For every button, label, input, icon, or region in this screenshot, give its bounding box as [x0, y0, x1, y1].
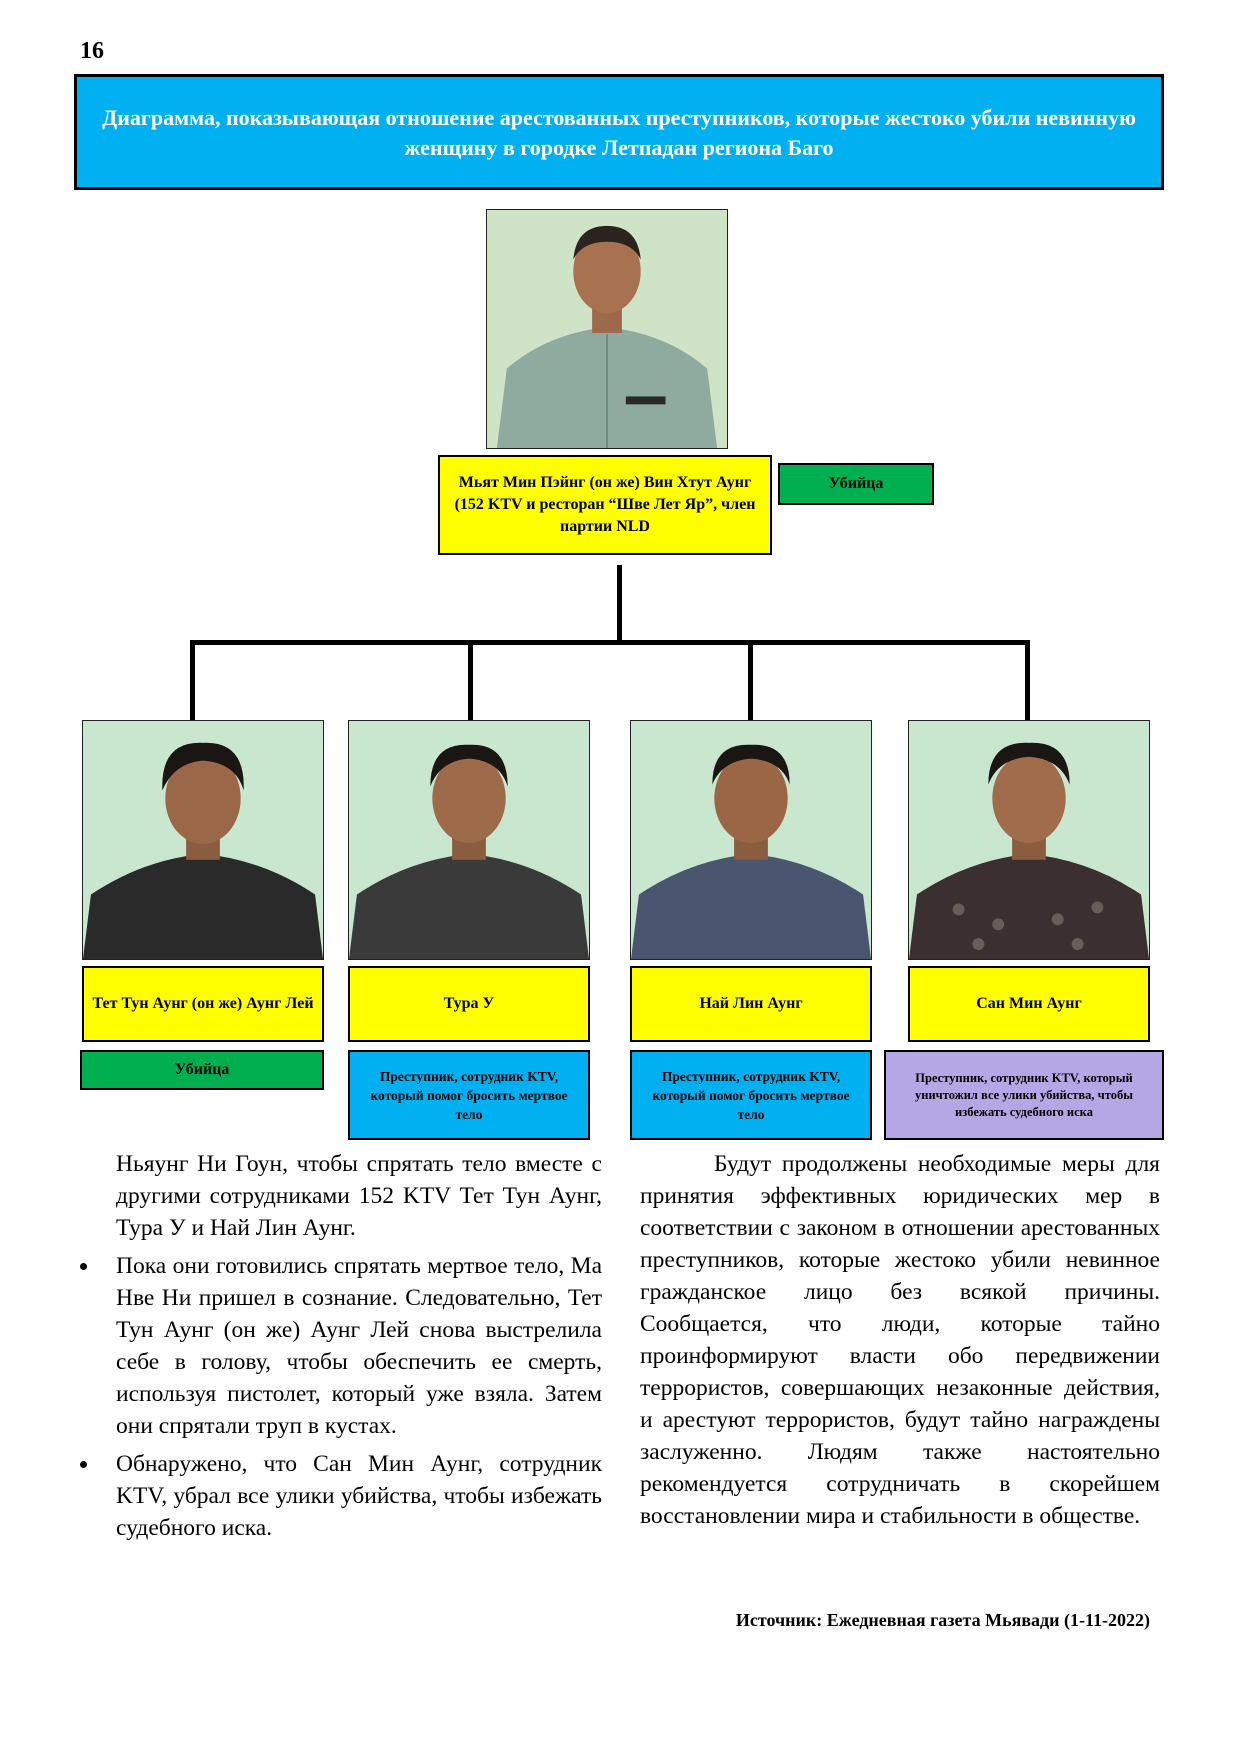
left-intro-paragraph: Ньяунг Ни Гоун, чтобы спрятать тело вместе с другими сотрудниками 152 KTV Тет Тун Аунг, Тура У и Най Лин Аунг.	[116, 1151, 602, 1241]
connector-branch-4	[1025, 640, 1030, 720]
leader-name: Мьят Мин Пэйнг (он же) Вин Хтут Аунг (152 KTV и ресторан “Шве Лет Яр”, член партии NLD	[454, 474, 756, 535]
connector-branch-3	[748, 640, 753, 720]
diagram-title: Диаграмма, показывающая отношение арестованных преступников, которые жестоко убили невинную женщину в городке Летпадан региона Баго	[74, 74, 1164, 190]
leader-name-box	[438, 455, 772, 555]
connector-horizontal	[190, 640, 1030, 645]
member-3-role: Преступник, сотрудник KTV, который помог бросить мертвое тело	[652, 1068, 850, 1122]
left-bullet-1-text: Пока они готовились спрятать мертвое тело, Ма Нве Ни пришел в сознание. Следовательно, Тет Тун Аунг (он же) Аунг Лей снова выстрелила себе в голову, чтобы обеспечить ее смерть, используя пистолет, который уже взяла. Затем они спрятали труп в кустах.	[116, 1253, 602, 1439]
connector-trunk	[617, 565, 622, 640]
member-4-name: Сан Мин Аунг	[976, 995, 1082, 1012]
source-credit: Источник: Ежедневная газета Мьявади (1-11-2022)	[735, 1610, 1150, 1630]
member-3-role-box	[630, 1050, 872, 1140]
connector-branch-1	[190, 640, 195, 720]
member-4-name-box	[908, 966, 1150, 1042]
member-2-photo	[348, 720, 590, 960]
left-bullet-2-text: Обнаружено, что Сан Мин Аунг, сотрудник KTV, убрал все улики убийства, чтобы избежать судебного иска.	[116, 1451, 602, 1541]
page-number: 16	[80, 38, 104, 64]
member-1-photo	[82, 720, 324, 960]
member-3-name-box	[630, 966, 872, 1042]
member-2-name: Тура У	[443, 995, 495, 1012]
member-1-role: Убийца	[174, 1061, 230, 1078]
member-1-role-box	[80, 1050, 324, 1090]
connector-branch-2	[468, 640, 473, 720]
left-column	[116, 1148, 602, 1544]
leader-role: Убийца	[828, 475, 884, 492]
member-4-role: Преступник, сотрудник KTV, который уничтожил все улики убийства, чтобы избежать судебного иска	[915, 1070, 1133, 1119]
member-3-name: Най Лин Аунг	[699, 995, 803, 1012]
leader-photo	[486, 209, 728, 449]
left-bullet-2	[116, 1448, 602, 1544]
leader-role-box	[778, 463, 934, 505]
member-3-photo	[630, 720, 872, 960]
right-column	[640, 1148, 1160, 1532]
member-2-role: Преступник, сотрудник KTV, который помог бросить мертвое тело	[370, 1068, 568, 1122]
member-1-name: Тет Тун Аунг (он же) Аунг Лей	[92, 995, 314, 1012]
bullet-icon	[80, 1461, 87, 1468]
member-4-photo	[908, 720, 1150, 960]
member-2-role-box	[348, 1050, 590, 1140]
member-2-name-box	[348, 966, 590, 1042]
left-bullet-1	[116, 1250, 602, 1442]
right-paragraph: Будут продолжены необходимые меры для принятия эффективных юридических мер в соответствии с законом в отношении арестованных преступников, которые жестоко убили невинное гражданское лицо без всякой причины. Сообщается, что люди, которые тайно проинформируют власти обо передвижении террористов, совершающих незаконные действия, и арестуют террористов, будут тайно награждены заслуженно. Людям также настоятельно рекомендуется сотрудничать в скорейшем восстановлении мира и стабильности в обществе.	[640, 1151, 1160, 1529]
member-1-name-box	[82, 966, 324, 1042]
member-4-role-box	[884, 1050, 1164, 1140]
bullet-icon	[80, 1263, 87, 1270]
